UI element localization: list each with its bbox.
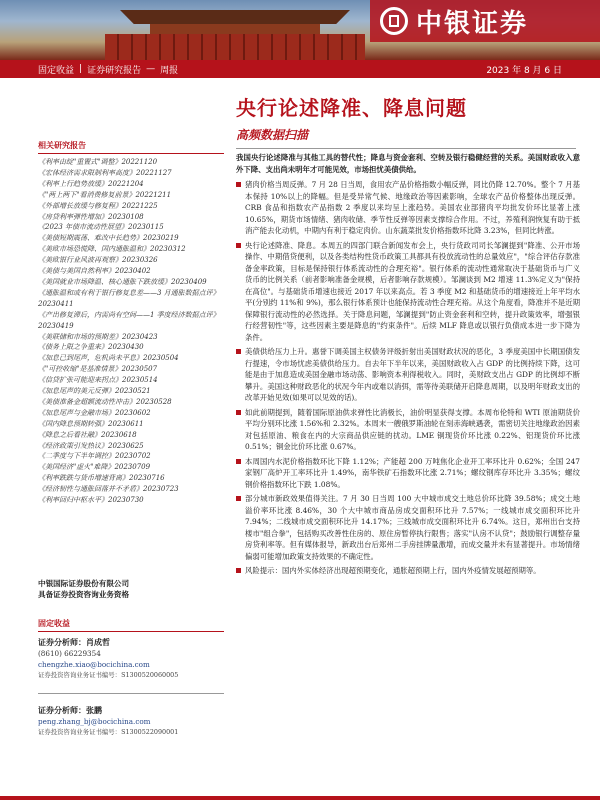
separator: |: [79, 64, 83, 74]
main-content: [236, 152, 580, 580]
related-report-item[interactable]: 《国内降息预期转强》20230611: [38, 419, 144, 428]
related-report-item[interactable]: 《降息之后看社融》20230618: [38, 430, 137, 439]
key-point-text: 央行论述降准、降息。本周五的四部门联合新闻发布会上，央行货政司司长邹澜提到"降准、公开市场操作、中期借贷便利，以及各类结构性货币政策工具都具有投放流动性的总量效应"，"综合评估存款准备金率政策，目标是保持银行体系流动性的合理充裕"。银行体系的流动性通常取决于基础货币与广义货币的比例关系（前者影响准备金规模，后者影响存款规模）。邹澜谈到 M2 增速 11.3%定义为"保持在高位"。与基础货币增速也接近 2017 年以来高点。若 3 季度 M2 和基础货币的增速接近上年平均水平(分别约 11%和 9%)，那么银行体系预计也能保持流动性合理充裕。从这个角度看，降准并不是近期保障银行流动性的必然选择。关于降息问题，邹澜提到"防止资金套利和空转，提升政策效率，增强银行经营韧性"等，这些因素主要是降息的"约束条件"。后续 MLF 降息或以银行负债成本进一步下降为条件。: [245, 240, 580, 342]
key-point-text: 猪肉价格当周反弹。7 月 28 日当周，食用农产品价格指数小幅反弹，同比仍降 12.70%。整个 7 月基本保持 10%以上的降幅。但是受异常气候、地缘政治等因素影响，全球农产品价格整体出现反弹。CRB 食品和指数农产品指数 2 季度以来均呈上涨趋势。美国农业部猪肉平均批发价环比显著上涨 10.65%，期货市场情绪、猪肉收储、季节性反弹等因素支撑综合作用。不过，养殖利润恢复有助于抵消产能去化动机，中期内有利于稳定肉价。山东蔬菜批发价格指数环比降 3.23%，但同比转涨。: [245, 180, 580, 236]
related-report-item[interactable]: 《通胀温和或有利于银行修复息差——3 月通胀数据点评》20230411: [38, 288, 220, 308]
related-report-item[interactable]: 《利率跌跌与货币增速背离》20230716: [38, 474, 165, 483]
section-label: 固定收益: [38, 618, 224, 632]
related-report-item[interactable]: 《宏体经济需求限制利率高度》20221127: [38, 168, 172, 177]
related-report-item[interactable]: 《经济韧性与通胀回落并不矛盾》20230723: [38, 485, 179, 494]
key-point-text: 如此前期提到，随着国际原油供求弹性比消极长，油价明显获得支撑。本周布伦特和 WTI 原油期货价平均分别环比涨 1.56%和 2.32%。本周末一艘俄罗斯油轮在刻赤海峡遇袭，需密切关注地缘政治因素对包括原油、粮食在内的大宗商品供应链的扰动。LME 铜现货价环比涨 0.22%、铝现货价环比涨 0.51%；铜金比价环比涨 0.67%。: [245, 407, 580, 452]
bullet-icon: [236, 410, 241, 415]
report-date: 2023 年 8 月 6 日: [486, 65, 562, 76]
related-report-item[interactable]: 《信贷扩张可能迎来拐点》20230514: [38, 376, 158, 385]
related-report-item[interactable]: 《利率由绽"重置式"调整》20221120: [38, 158, 158, 166]
palace-roof-graphic: [120, 10, 350, 24]
organization-info: [38, 578, 224, 600]
bullet-icon: [236, 568, 241, 573]
separator: —: [146, 64, 156, 74]
related-report-item[interactable]: 《美国经济"虚火"难降》20230709: [38, 463, 151, 472]
related-report-item[interactable]: 《债务上限之争重来》20230430: [38, 343, 144, 352]
related-report-item[interactable]: 《"两上两下"看消费修复前景》20221211: [38, 190, 172, 199]
related-report-item[interactable]: 《美欧市场恐慌降、国内通胀温和》20230312: [38, 245, 186, 254]
key-point-item: [236, 493, 580, 562]
summary-paragraph: 我国央行论述降准与其他工具的替代性；降息与资金套利、空转及银行稳健经营的关系。美国财政收入意外下降、支出尚未明年才可能见效，市场担忧美债供给。: [236, 153, 580, 174]
analyst2-license: 证券投资咨询业务证书编号：S1300522090001: [38, 728, 179, 736]
palace-wall-graphic: [105, 34, 365, 60]
bullet-icon: [236, 459, 241, 464]
sidebar: [38, 140, 224, 506]
related-report-item[interactable]: 《二季度与下半年调控》20230702: [38, 452, 151, 461]
related-report-item[interactable]: 《美债准备金超额流动性冲击》20230528: [38, 397, 172, 406]
related-report-item[interactable]: 《加息尾声与金融市场》20230602: [38, 408, 151, 417]
key-point-item: [236, 179, 580, 237]
page-subtitle: 高频数据扫描: [236, 128, 309, 142]
bullet-icon: [236, 349, 241, 354]
related-report-item[interactable]: 《外部增长放缓与修复程》20221225: [38, 201, 158, 210]
related-report-item[interactable]: 《经济政策引发热议》20230625: [38, 441, 144, 450]
related-report-item[interactable]: 《产出修复滞后，内需尚有空间——1 季度经济数据点评》20230419: [38, 310, 220, 330]
related-report-item[interactable]: 《美债与美国自然利率》20230402: [38, 267, 151, 276]
bullet-icon: [236, 496, 241, 501]
report-category: 固定收益: [38, 65, 75, 76]
brand-name: 中银证券: [416, 8, 529, 39]
related-report-item[interactable]: 《美债短期震荡、难改中长趋势》20230219: [38, 234, 179, 243]
brand-block: [370, 0, 600, 42]
page-title: 央行论述降准、降息问题: [236, 96, 467, 120]
related-report-item[interactable]: 《加息已到尾声，危机尚未平息》20230504: [38, 354, 179, 363]
key-point-text: 美债供给压力上升。惠誉下调美国主权债务评级折射出美国财政状况的恶化，3 季度美国中长期国债发行提速，令市场忧虑美债供给压力。自去年下半年以来，美国财政收入占 GDP 的比例持续下降，这可能是由于加息造成美国金融市场动荡、影响资本利得税收入。同时，美财政支出占 GDP 的比例却不断攀升。美国这种财政恶化的状况今年内或难以消弭，需等待美联储开启降息周期，以及明年财政支出的改革开始见效(如果可以见效的话)。: [245, 347, 580, 403]
info-bar: [0, 60, 600, 78]
key-point-text: 本周国内水泥价格指数环比下降 1.12%；产能超 200 万吨焦化企业开工率环比升 0.62%；全国 247 家钢厂高炉开工率环比升 1.49%，南华铁矿石指数环比涨 2.71%；螺纹钢库存环比升 3.35%；螺纹钢价格指数环比下跌 1.08%。: [245, 456, 580, 489]
analyst1-name: 证券分析师：肖成哲: [38, 638, 110, 647]
footer-rule: [0, 796, 600, 800]
header-banner: [0, 0, 600, 60]
analyst-divider: [38, 693, 224, 705]
analyst2-email[interactable]: peng.zhang_bj@bocichina.com: [38, 717, 151, 726]
boc-logo-icon: [380, 7, 408, 35]
related-report-item[interactable]: 《2023 年债市流动性展望》20230115: [38, 223, 164, 232]
related-report-item[interactable]: 《利率回归中枢水平》20230730: [38, 496, 144, 505]
related-report-item[interactable]: 《美联储和市场的预期差》20230423: [38, 332, 158, 341]
related-report-item[interactable]: 《美国就业市场降温、核心通胀下跌放缓》20230409: [38, 277, 207, 286]
related-report-item[interactable]: 《加息尾声的美元反弹》20230521: [38, 387, 151, 396]
bullet-icon: [236, 243, 241, 248]
report-period: 周报: [160, 65, 179, 76]
analyst2-name: 证券分析师：张鹏: [38, 706, 102, 715]
related-reports-list: [38, 157, 224, 506]
org-qualification: 具备证券投资咨询业务资格: [38, 590, 130, 599]
key-point-text: 风险提示：国内外实体经济出现超预期变化，通胀超预期上行，国内外疫情发展超预期等。: [245, 566, 541, 576]
analyst1-email[interactable]: chengzhe.xiao@bocichina.com: [38, 660, 150, 669]
analyst-block: [38, 618, 224, 738]
key-point-item: [236, 565, 580, 577]
related-report-item[interactable]: 《房贷利率弹性增加》20230108: [38, 212, 144, 221]
key-points-list: [236, 179, 580, 577]
related-report-item[interactable]: 《利率上行趋势放缓》20221204: [38, 179, 144, 188]
title-divider: [236, 148, 576, 149]
related-reports-heading: 相关研究报告: [38, 140, 224, 154]
key-point-item: [236, 346, 580, 404]
key-point-item: [236, 456, 580, 491]
org-name: 中银国际证券股份有限公司: [38, 579, 130, 588]
key-point-item: [236, 240, 580, 344]
related-report-item[interactable]: 《美欧银行业风波再观察》20230326: [38, 256, 158, 265]
key-point-item: [236, 407, 580, 453]
analyst1-phone: (8610) 66229354: [38, 649, 101, 658]
analyst1-license: 证券投资咨询业务证书编号：S1300520060005: [38, 671, 179, 679]
bullet-icon: [236, 182, 241, 187]
key-point-text: 部分城市新政效果值得关注。7 月 30 日当周 100 大中城市成交土地总价环比降 39.58%；成交土地溢价率环比涨 8.46%，30 个大中城市商品房成交面积环比升 7.57%；一线城市成交面积环比升 7.94%；二线城市成交面积环比升 14.17%；三线城市成交面积环比升 6.74%。这日，郑州出台支持楼市"组合拳"，包括购买改善性住房的、原住房暂停执行限售；落实"认房不认贷"；鼓励银行调整存量房贷利率等。但有媒体报导，新政出台后郑州二手房挂牌量激增，而成交量并未有显著提升。市场情绪偏弱可能增加政策支持效果的不确定性。: [245, 494, 580, 561]
palace-eave-graphic: [150, 24, 320, 34]
related-report-item[interactable]: 《"可控收缩"是基准情景》20230507: [38, 365, 158, 374]
report-type: 证券研究报告: [87, 65, 142, 76]
